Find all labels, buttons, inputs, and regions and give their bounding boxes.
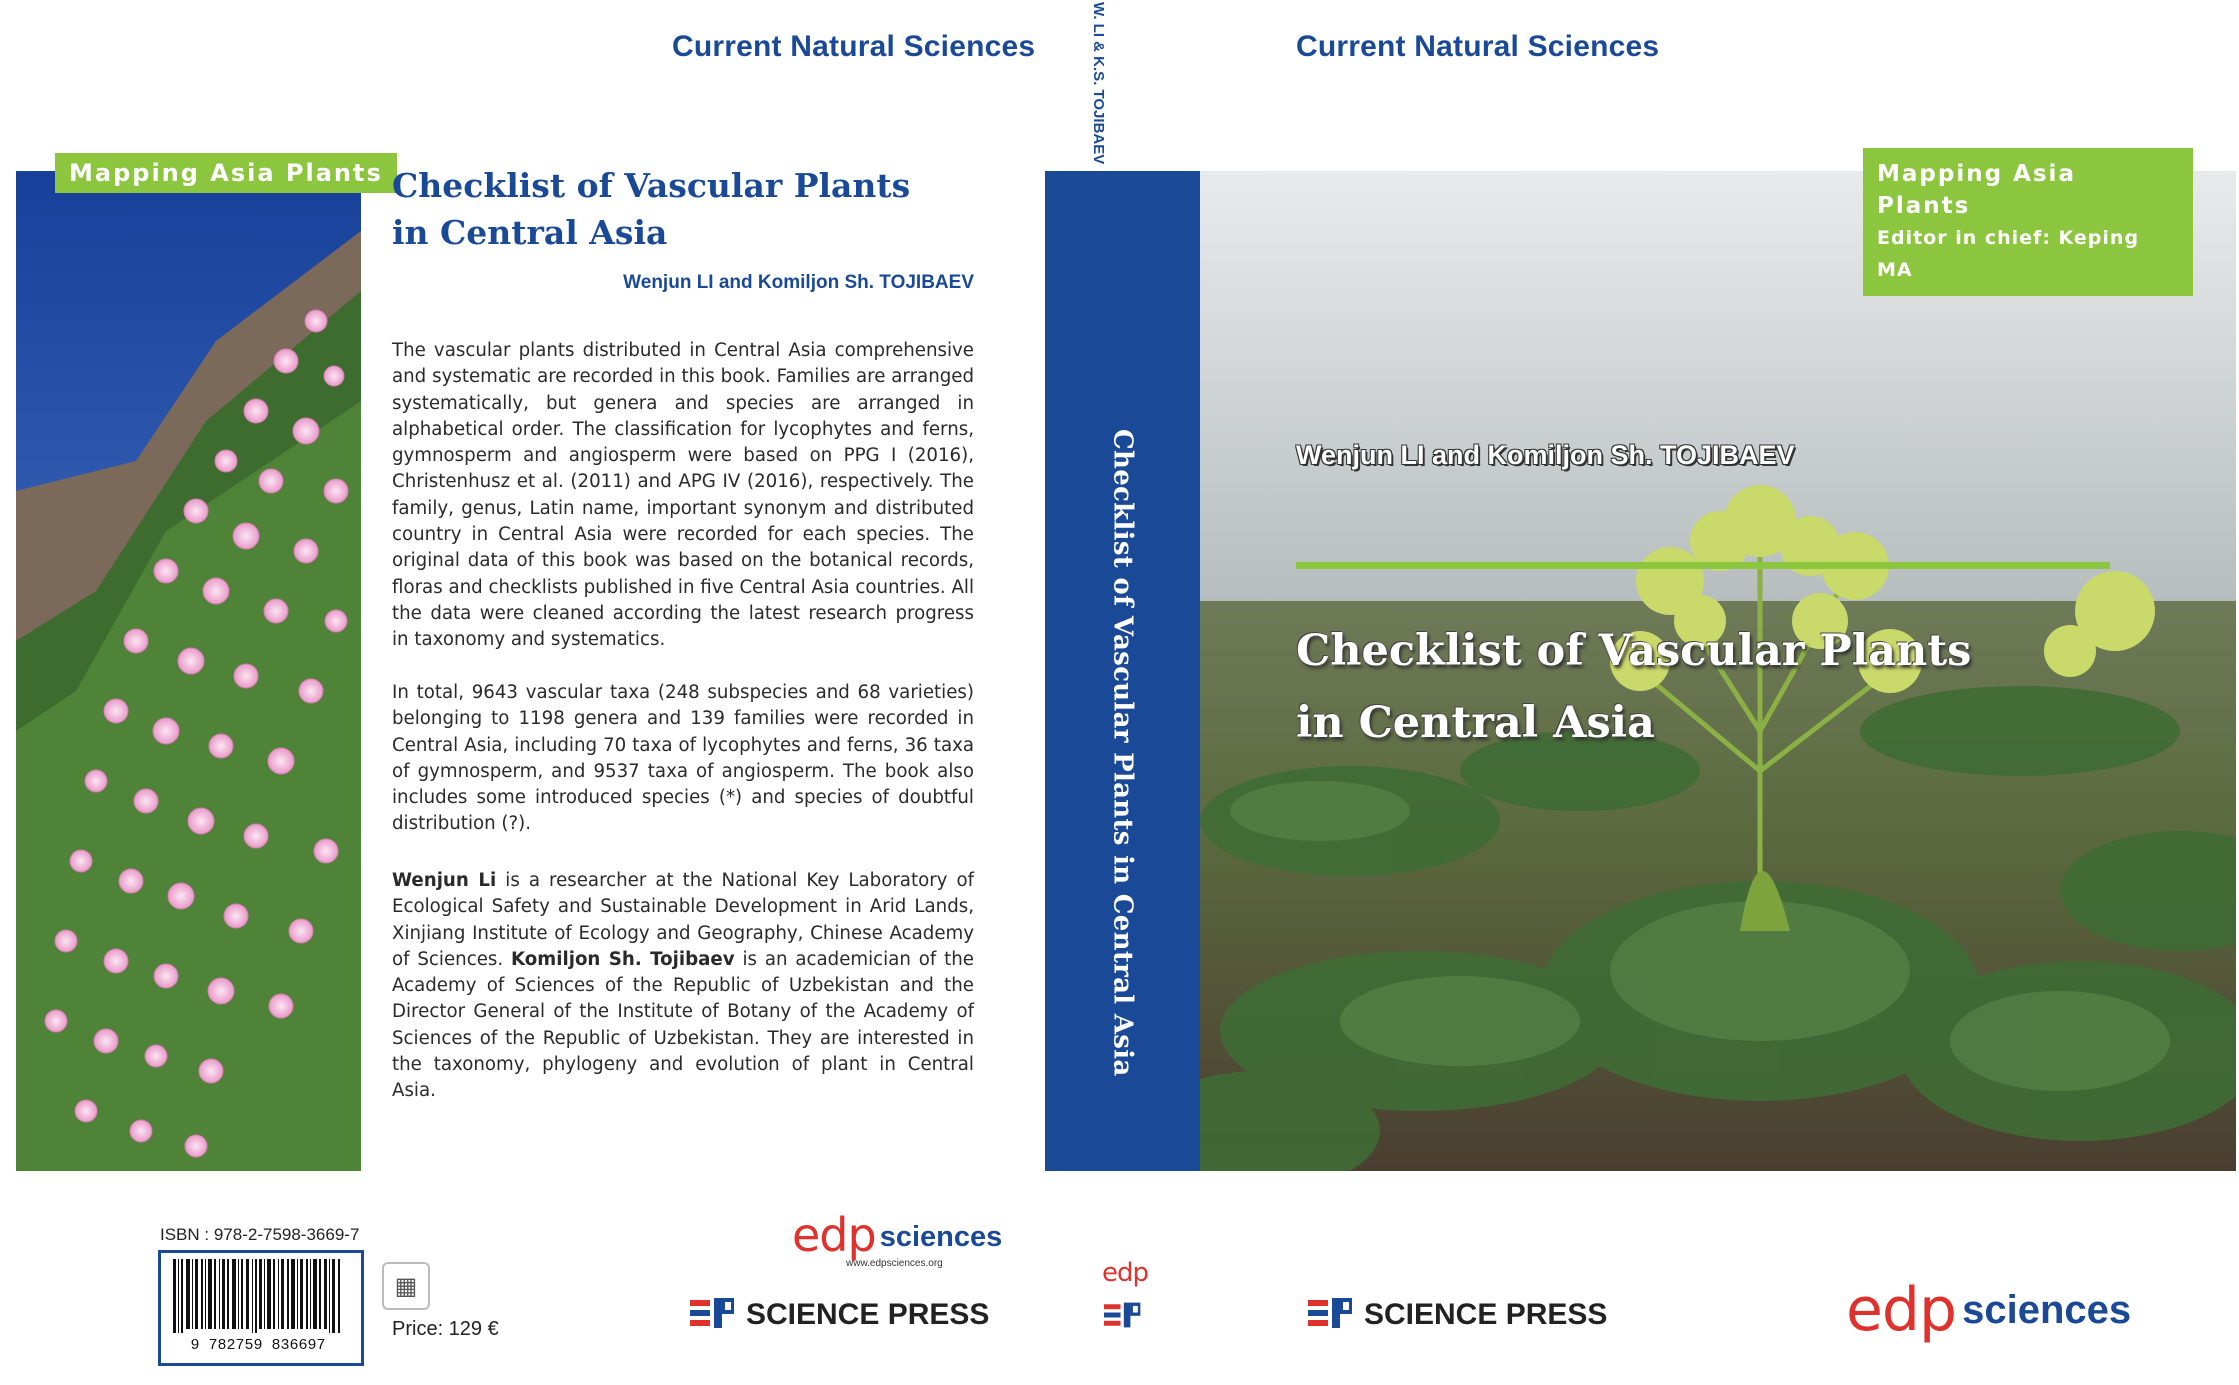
spine-edp-logo — [1102, 1258, 1148, 1288]
spine-edp-mark: edp — [1102, 1258, 1149, 1288]
back-edp-logo — [792, 1208, 1002, 1262]
back-series-name: Current Natural Sciences — [672, 30, 1036, 63]
barcode-bars — [161, 1253, 355, 1357]
back-science-press-logo — [690, 1296, 989, 1334]
spine-science-press-icon — [1104, 1300, 1142, 1334]
back-title-line2: in Central Asia — [392, 213, 668, 252]
science-press-icon — [690, 1296, 736, 1334]
blurb-paragraph-1: The vascular plants distributed in Central Asia comprehensive and systematic are recorded in this book. Families are arranged systematically, but genera and species are arranged in alphabetical order. The classification for lycophytes and ferns, gymnosperm and angiosperm were based on PPG I (2016), Christenhusz et al. (2011) and APG IV (2016), respectively. The family, genus, Latin name, important synonym and distributed country in Central Asia were recorded for each species. The original data of this book was based on the botanical records, floras and checklists published in five Central Asia countries. All the data were cleaned according the latest research progress in taxonomy and systematics. — [392, 340, 974, 651]
front-title — [1296, 615, 2096, 759]
edp-word: sciences — [879, 1221, 1003, 1253]
author-bio-text-2: is an academician of the Academy of Sciences of the Republic of Uzbekistan and the Director General of the Institute of Botany of the Academy of Sciences of the Republic of Uzbekistan. They are interested in the taxonomy, phylogeny and evolution of plant in Central Asia. — [392, 948, 974, 1102]
front-green-rule — [1296, 562, 2110, 569]
front-edp-mark: edp — [1846, 1275, 1957, 1345]
front-collection-name: Mapping Asia Plants — [1877, 161, 2076, 219]
back-title — [392, 162, 992, 256]
front-edp-logo — [1846, 1275, 2131, 1345]
qr-code-icon: ▦ — [382, 1262, 430, 1310]
barcode — [158, 1250, 364, 1366]
back-title-line1: Checklist of Vascular Plants — [392, 166, 911, 205]
author-bio-name-2: Komiljon Sh. Tojibaev — [511, 948, 735, 970]
front-collection-tag — [1863, 148, 2193, 296]
back-authors: Wenjun LI and Komiljon Sh. TOJIBAEV — [623, 272, 974, 293]
front-science-press-icon — [1308, 1296, 1354, 1334]
edp-url: www.edpsciences.org — [846, 1258, 943, 1269]
front-title-line2: in Central Asia — [1296, 698, 1655, 748]
back-cover-flower-photo — [16, 171, 361, 1171]
blurb-paragraph-2: In total, 9643 vascular taxa (248 subspecies and 68 varieties) belonging to 1198 genera and 139 families were recorded in Central Asia, including 70 taxa of lycophytes and ferns, 36 taxa of gymnosperm, and 9537 taxa of angiosperm. The book also includes some introduced species (*) and species of doubtful distribution (?). — [392, 682, 974, 835]
front-series-name: Current Natural Sciences — [1296, 30, 1660, 63]
front-edp-word: sciences — [1962, 1288, 2132, 1332]
front-science-press-logo — [1308, 1296, 1607, 1334]
science-press-word: SCIENCE PRESS — [746, 1298, 990, 1331]
front-title-line1: Checklist of Vascular Plants — [1296, 626, 1972, 676]
front-authors: Wenjun LI and Komiljon Sh. TOJIBAEV — [1296, 440, 1795, 470]
author-bio-text-1: is a researcher at the National Key Laboratory of Ecological Safety and Sustainable Development in Arid Lands, Xinjiang Institute of Ecology and Geography, Chinese Academy of Sciences. — [392, 870, 974, 970]
spine-title: Checklist of Vascular Plants in Central Asia — [1107, 429, 1138, 1077]
isbn-label: ISBN : 978-2-7598-3669-7 — [160, 1225, 360, 1244]
barcode-number: 9 782759 836697 — [190, 1337, 326, 1354]
author-bio-name-1: Wenjun Li — [392, 870, 497, 891]
back-collection-tag: Mapping Asia Plants — [55, 153, 397, 193]
spine-title-wrap — [1045, 171, 1200, 1171]
blurb-paragraph-3 — [392, 868, 974, 1105]
front-editor-line: Editor in chief: Keping MA — [1877, 227, 2140, 281]
price: Price: 129 € — [392, 1318, 499, 1340]
spine-authors: W. LI & K.S. TOJIBAEV — [1090, 2, 1107, 165]
front-science-press-word: SCIENCE PRESS — [1364, 1298, 1608, 1331]
edp-mark: edp — [792, 1208, 876, 1262]
